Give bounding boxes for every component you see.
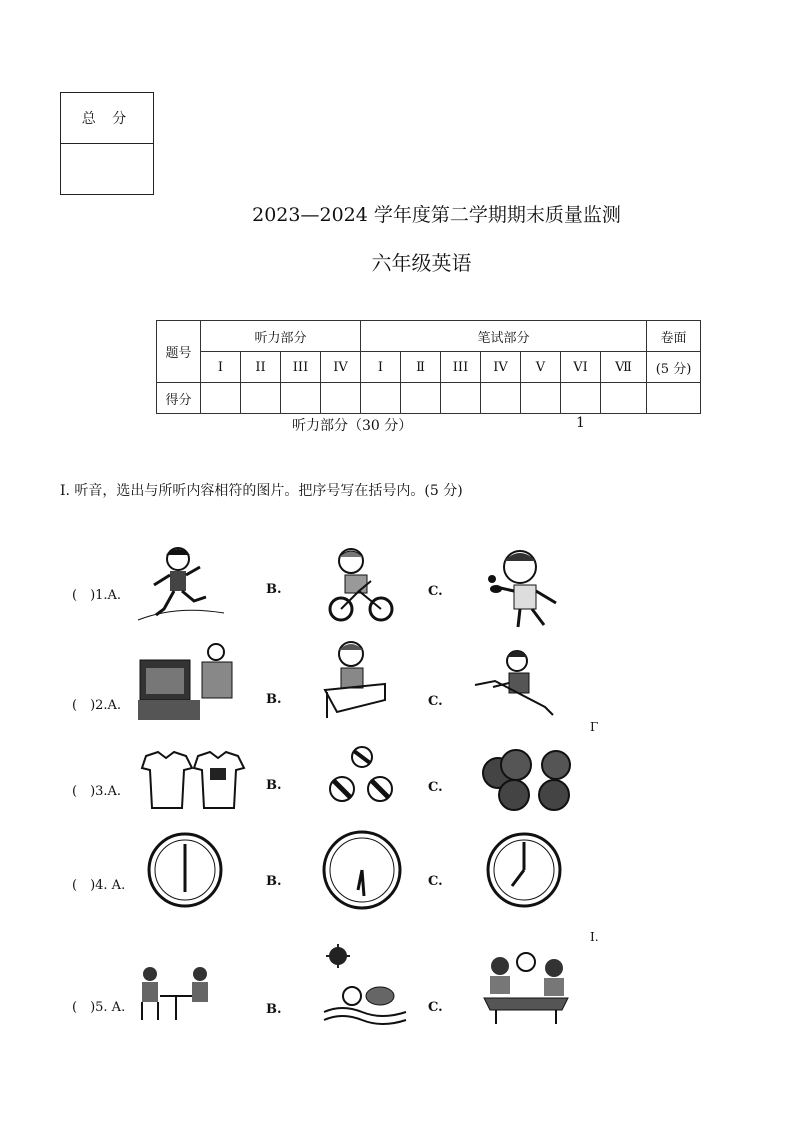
writing-header: 笔试部分 <box>361 321 647 352</box>
row-header-label: 题号 <box>157 321 201 383</box>
score-table <box>156 320 701 414</box>
answer-blank-5[interactable]: ( )5. A. <box>72 1000 126 1015</box>
swimming-picture <box>322 940 412 1026</box>
option-c-label: C. <box>428 1000 443 1015</box>
total-score-label: 总 分 <box>61 93 153 144</box>
watching-tv-picture <box>138 640 238 722</box>
score-cell[interactable] <box>481 383 521 414</box>
option-b-label: B. <box>266 778 282 793</box>
cycling-boy-picture <box>325 545 397 625</box>
score-cell[interactable] <box>647 383 701 414</box>
score-cell[interactable] <box>201 383 241 414</box>
page-number: 1 <box>576 415 585 431</box>
listening-col: I <box>201 352 241 383</box>
option-b-label: B. <box>266 692 282 707</box>
answer-blank-2[interactable]: ( )2.A. <box>72 698 122 713</box>
listening-col: III <box>281 352 321 383</box>
writing-col: VI <box>561 352 601 383</box>
listening-col: IV <box>321 352 361 383</box>
option-b-label: B. <box>266 874 282 889</box>
score-cell[interactable] <box>561 383 601 414</box>
option-c-label: C. <box>428 780 443 795</box>
exam-subtitle: 六年级英语 <box>371 251 472 275</box>
writing-col: Ⅶ <box>601 352 647 383</box>
clock-half-past-twelve-picture <box>147 830 225 910</box>
writing-col: IV <box>481 352 521 383</box>
option-c-label: C. <box>428 694 443 709</box>
score-cell[interactable] <box>601 383 647 414</box>
score-cell[interactable] <box>281 383 321 414</box>
clock-half-past-six-picture <box>322 828 402 912</box>
three-beach-balls-picture <box>328 745 398 805</box>
score-cell[interactable] <box>521 383 561 414</box>
option-b-label: B. <box>266 582 282 597</box>
answer-blank-1[interactable]: ( )1.A. <box>72 588 122 603</box>
listening-col: II <box>241 352 281 383</box>
clock-seven-oclock-picture <box>486 830 562 910</box>
section-heading: 听力部分（30 分） <box>292 418 413 434</box>
answer-blank-3[interactable]: ( )3.A. <box>72 784 122 799</box>
writing-col: Ⅱ <box>401 352 441 383</box>
four-balls-picture <box>480 745 575 815</box>
table-tennis-boy-picture <box>484 545 574 630</box>
playing-chess-picture <box>136 964 216 1024</box>
writing-col: I <box>361 352 401 383</box>
total-score-box <box>60 92 154 195</box>
writing-col: V <box>521 352 561 383</box>
answer-blank-4[interactable]: ( )4. A. <box>72 878 126 893</box>
family-dinner-picture <box>478 952 574 1026</box>
score-cell[interactable] <box>241 383 281 414</box>
option-c-label: C. <box>428 584 443 599</box>
running-girl-picture <box>136 545 226 630</box>
boy-reading-picture <box>315 640 390 722</box>
listening-header: 听力部分 <box>201 321 361 352</box>
girl-writing-picture <box>475 645 555 720</box>
score-cell[interactable] <box>361 383 401 414</box>
score-row-label: 得分 <box>157 383 201 414</box>
stray-mark: I. <box>590 930 599 944</box>
question-instruction: I. 听音，选出与所听内容相符的图片。把序号写在括号内。(5 分) <box>60 483 463 499</box>
stray-mark: Γ <box>590 720 599 734</box>
score-cell[interactable] <box>401 383 441 414</box>
exam-title: 2023—2024 学年度第二学期期末质量监测 <box>252 204 621 226</box>
neatness-points: (5 分) <box>647 352 701 383</box>
option-c-label: C. <box>428 874 443 889</box>
score-cell[interactable] <box>441 383 481 414</box>
neatness-header: 卷面 <box>647 321 701 352</box>
option-b-label: B. <box>266 1002 282 1017</box>
score-cell[interactable] <box>321 383 361 414</box>
two-tshirts-picture <box>138 750 248 812</box>
writing-col: III <box>441 352 481 383</box>
